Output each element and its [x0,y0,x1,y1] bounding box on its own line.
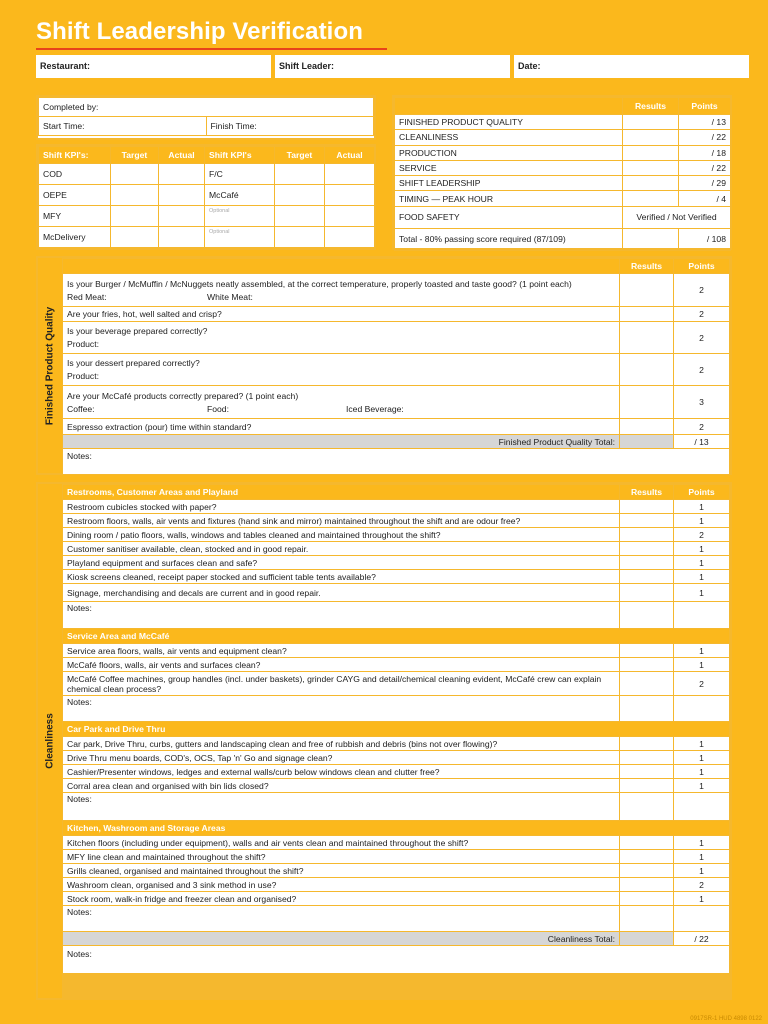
result-cell[interactable] [620,779,674,793]
summary-points: / 4 [679,191,731,206]
food-safety-result[interactable]: Verified / Not Verified [623,206,731,228]
sub-field[interactable]: Food: [207,403,229,414]
points-cell: 2 [674,878,730,892]
kpi-actual-input[interactable] [325,164,375,185]
result-cell[interactable] [620,500,674,514]
kpi-optional-field[interactable] [205,227,275,248]
result-cell[interactable] [620,419,674,435]
group-header: Restrooms, Customer Areas and Playland [63,485,620,500]
kpi-header: Actual [159,147,205,164]
summary-points: / 22 [679,130,731,145]
points-cell: 2 [674,419,730,435]
clean-question: Stock room, walk-in fridge and freezer clean and organised? [63,892,620,906]
group-header: Car Park and Drive Thru [63,722,730,737]
points-cell: 1 [674,836,730,850]
result-cell[interactable] [620,307,674,322]
question-text: Is your dessert prepared correctly? [67,358,200,368]
result-cell[interactable] [620,354,674,386]
result-cell[interactable] [620,737,674,751]
summary-points: / 13 [679,115,731,130]
summary-header: Results [623,98,679,115]
clean-question: Kitchen floors (including under equipment), walls and air vents clean and maintained throughout the shift? [63,836,620,850]
optional-hint: Optional [209,229,230,235]
fpq-notes[interactable]: Notes: [63,449,730,475]
points-cell: 1 [674,556,730,570]
sub-field[interactable]: Product: [67,339,100,349]
result-cell[interactable] [620,274,674,307]
kpi-label: COD [39,164,111,185]
cleanliness-section [36,482,732,1000]
fpq-question: Are your fries, hot, well salted and crisp? [63,307,620,322]
clean-total-label: Cleanliness Total: [63,932,620,946]
kpi-target-input[interactable] [275,185,325,206]
clean-question: Customer sanitiser available, clean, stocked and in good repair. [63,542,620,556]
result-cell[interactable] [620,836,674,850]
points-cell: 1 [674,864,730,878]
points-cell-empty [674,696,730,722]
kpi-header: Shift KPI's [205,147,275,164]
fpq-question [63,386,620,419]
points-cell: 3 [674,386,730,419]
sub-field[interactable]: Coffee: [67,403,95,414]
clean-question: McCafé floors, walls, air vents and surfaces clean? [63,658,620,672]
notes-field[interactable]: Notes: [63,696,620,722]
points-cell-empty [674,602,730,629]
clean-question: Grills cleaned, organised and maintained throughout the shift? [63,864,620,878]
results-header: Results [620,485,674,500]
kpi-label: McDelivery [39,227,111,248]
summary-header [395,98,623,115]
points-cell-empty [674,906,730,932]
footer-code: 0917SR-1 HUD 4898 0122 [690,1016,762,1022]
fpq-question [63,274,620,307]
result-cell[interactable] [620,878,674,892]
notes-field[interactable]: Notes: [63,793,620,821]
kpi-actual-input[interactable] [159,206,205,227]
clean-question: Playland equipment and surfaces clean and safe? [63,556,620,570]
shift-leader-field[interactable]: Shift Leader: [275,55,510,78]
fpq-question [63,354,620,386]
summary-result[interactable] [623,191,679,206]
fpq-header: Points [674,259,730,274]
kpi-header: Shift KPI's: [39,147,111,164]
result-cell[interactable] [620,696,674,722]
summary-table [392,95,732,250]
result-cell[interactable] [620,644,674,658]
kpi-target-input[interactable] [111,185,159,206]
kpi-label: MFY [39,206,111,227]
clean-question: Dining room / patio floors, walls, windows and tables cleaned and maintained throughout the shift? [63,528,620,542]
fpq-side-label [38,258,62,473]
clean-question: Car park, Drive Thru, curbs, gutters and landscaping clean and free of rubbish and debris (bins not over flowing)? [63,737,620,751]
kpi-target-input[interactable] [111,206,159,227]
clean-total-result[interactable] [620,932,674,946]
summary-label: SHIFT LEADERSHIP [395,176,623,191]
fpq-section [36,256,732,475]
result-cell[interactable] [620,514,674,528]
result-cell[interactable] [620,556,674,570]
fpq-header: Results [620,259,674,274]
fpq-total-points: / 13 [674,435,730,449]
kpi-header: Target [275,147,325,164]
summary-label: Total - 80% passing score required (87/109) [395,228,623,250]
result-cell[interactable] [620,386,674,419]
points-cell: 1 [674,658,730,672]
result-cell[interactable] [620,542,674,556]
summary-result[interactable] [623,160,679,175]
result-cell[interactable] [620,658,674,672]
kpi-label: F/C [205,164,275,185]
summary-label: FOOD SAFETY [395,206,623,228]
fpq-question [63,322,620,354]
kpi-optional-field[interactable] [205,206,275,227]
clean-question: Restroom floors, walls, air vents and fixtures (hand sink and mirror) maintained throughout the shift and are odour free? [63,514,620,528]
clean-question: McCafé Coffee machines, group handles (incl. under baskets), grinder CAYG and detail/chemical cleaning evident, McCafé crew can explain chemical clean process? [63,672,620,696]
question-text: Is your Burger / McMuffin / McNuggets neatly assembled, at the correct temperature, properly toasted and taste good? (1 point each) [67,278,572,289]
fpq-header [63,259,620,274]
kpi-actual-input[interactable] [325,227,375,248]
points-cell: 2 [674,672,730,696]
points-cell: 1 [674,850,730,864]
clean-question: Cashier/Presenter windows, ledges and external walls/curb below windows clean and clutter free? [63,765,620,779]
summary-result[interactable] [623,115,679,130]
points-cell: 1 [674,644,730,658]
kpi-actual-input[interactable] [159,185,205,206]
summary-label: SERVICE [395,160,623,175]
summary-label: PRODUCTION [395,145,623,160]
result-cell[interactable] [620,906,674,932]
result-cell[interactable] [620,751,674,765]
sub-field[interactable]: Red Meat: [67,291,107,302]
summary-result[interactable] [623,176,679,191]
summary-label: TIMING — PEAK HOUR [395,191,623,206]
result-cell[interactable] [620,528,674,542]
result-cell[interactable] [620,570,674,584]
clean-question: MFY line clean and maintained throughout the shift? [63,850,620,864]
summary-points: / 29 [679,176,731,191]
sub-field[interactable]: Product: [67,371,100,381]
page-title: Shift Leadership Verification [36,18,363,45]
summary-result[interactable] [623,145,679,160]
question-text: Is your beverage prepared correctly? [67,326,208,336]
kpi-header: Actual [325,147,375,164]
kpi-target-input[interactable] [275,164,325,185]
result-cell[interactable] [620,672,674,696]
points-cell: 2 [674,274,730,307]
clean-question: Restroom cubicles stocked with paper? [63,500,620,514]
points-header: Points [674,485,730,500]
kpi-target-input[interactable] [275,206,325,227]
notes-field[interactable]: Notes: [63,602,620,629]
fpq-question: Espresso extraction (pour) time within standard? [63,419,620,435]
points-cell: 2 [674,528,730,542]
points-cell: 1 [674,779,730,793]
kpi-header: Target [111,147,159,164]
clean-question: Service area floors, walls, air vents and equipment clean? [63,644,620,658]
kpi-label: McCafé [205,185,275,206]
kpi-table [36,144,376,250]
result-cell[interactable] [620,793,674,821]
clean-question: Washroom clean, organised and 3 sink method in use? [63,878,620,892]
clean-question: Drive Thru menu boards, COD's, OCS, Tap 'n' Go and signage clean? [63,751,620,765]
result-cell[interactable] [620,322,674,354]
fpq-total-result[interactable] [620,435,674,449]
result-cell[interactable] [620,892,674,906]
points-cell: 2 [674,354,730,386]
optional-hint: Optional [209,208,230,214]
summary-result[interactable] [623,130,679,145]
kpi-actual-input[interactable] [325,206,375,227]
completed-by-field[interactable]: Completed by: [39,98,374,117]
result-cell[interactable] [620,850,674,864]
info-box [36,95,376,140]
kpi-target-input[interactable] [111,164,159,185]
points-cell-empty [674,793,730,821]
clean-question: Corral area clean and organised with bin lids closed? [63,779,620,793]
clean-question: Kiosk screens cleaned, receipt paper stocked and sufficient table tents available? [63,570,620,584]
result-cell[interactable] [620,765,674,779]
points-cell: 2 [674,307,730,322]
points-cell: 1 [674,737,730,751]
notes-field[interactable]: Notes: [63,906,620,932]
summary-points: / 22 [679,160,731,175]
date-field[interactable]: Date: [514,55,749,78]
points-cell: 2 [674,322,730,354]
points-cell: 1 [674,570,730,584]
kpi-target-input[interactable] [111,227,159,248]
start-time-field[interactable]: Start Time: [39,117,207,136]
points-cell: 1 [674,751,730,765]
result-cell[interactable] [620,864,674,878]
clean-total-points: / 22 [674,932,730,946]
fpq-side-text: Finished Product Quality [44,306,56,425]
summary-points: / 18 [679,145,731,160]
finish-time-field[interactable]: Finish Time: [206,117,374,136]
kpi-target-input[interactable] [275,227,325,248]
title-underline [36,48,387,50]
points-cell: 1 [674,514,730,528]
group-header: Kitchen, Washroom and Storage Areas [63,821,730,836]
fpq-total-label: Finished Product Quality Total: [63,435,620,449]
points-cell: 1 [674,892,730,906]
points-cell: 1 [674,542,730,556]
clean-side-text: Cleanliness [44,713,56,769]
kpi-actual-input[interactable] [325,185,375,206]
sub-field[interactable]: White Meat: [207,291,253,302]
summary-result[interactable] [623,228,679,250]
result-cell[interactable] [620,602,674,629]
sub-field[interactable]: Iced Beverage: [346,403,404,414]
points-cell: 1 [674,500,730,514]
result-cell[interactable] [620,584,674,602]
kpi-label: OEPE [39,185,111,206]
clean-final-notes[interactable]: Notes: [63,946,730,974]
kpi-actual-input[interactable] [159,164,205,185]
points-cell: 1 [674,765,730,779]
summary-points: / 108 [679,228,731,250]
clean-question: Signage, merchandising and decals are current and in good repair. [63,584,620,602]
group-header: Service Area and McCafé [63,629,730,644]
summary-label: CLEANLINESS [395,130,623,145]
summary-label: FINISHED PRODUCT QUALITY [395,115,623,130]
clean-side-label [38,484,62,998]
restaurant-field[interactable]: Restaurant: [36,55,271,78]
question-text: Are your McCafé products correctly prepared? (1 point each) [67,390,299,401]
points-cell: 1 [674,584,730,602]
summary-header: Points [679,98,731,115]
kpi-actual-input[interactable] [159,227,205,248]
